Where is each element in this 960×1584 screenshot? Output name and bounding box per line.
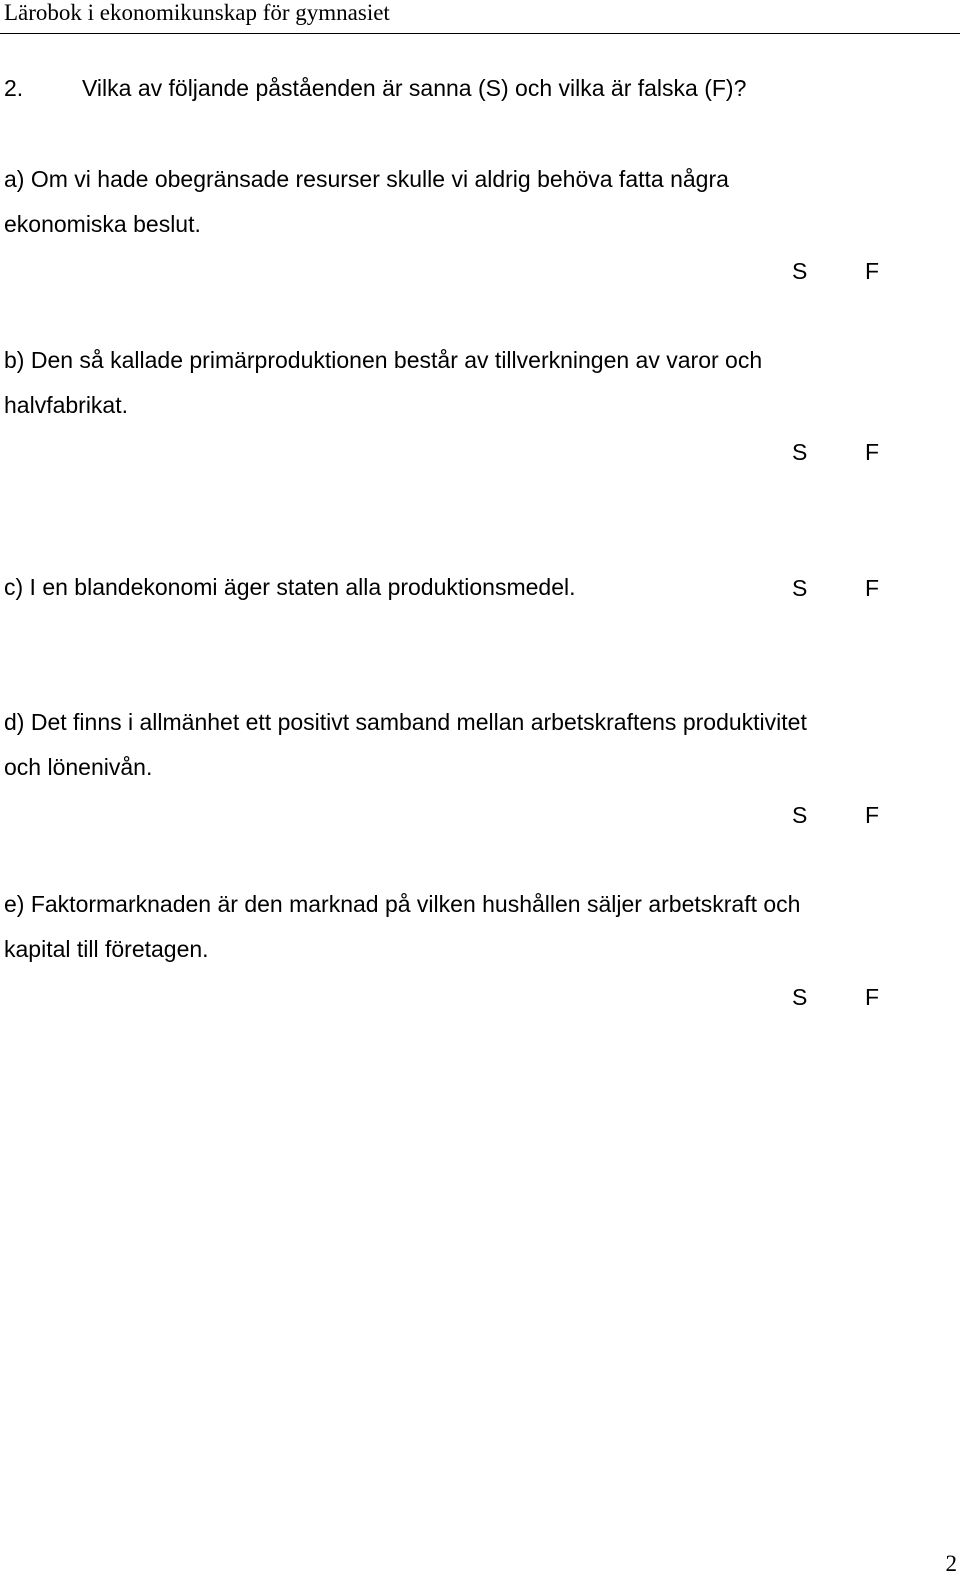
true-option[interactable]: S xyxy=(792,802,808,828)
false-option[interactable]: F xyxy=(865,984,880,1010)
statement-line: ekonomiska beslut. xyxy=(4,211,201,237)
statement-line: halvfabrikat. xyxy=(4,392,129,418)
false-option[interactable]: F xyxy=(865,575,880,601)
statement-line: a) Om vi hade obegränsade resurser skulle vi aldrig behöva fatta några xyxy=(4,166,729,192)
true-option[interactable]: S xyxy=(792,258,808,284)
header-rule xyxy=(0,33,960,34)
statement-c xyxy=(4,565,904,610)
question-text: Vilka av följande påståenden är sanna (S) och vilka är falska (F)? xyxy=(82,75,747,101)
false-option[interactable]: F xyxy=(865,802,880,828)
question-number: 2. xyxy=(4,75,24,101)
statement-d xyxy=(4,700,904,790)
question-heading xyxy=(4,73,746,103)
true-option[interactable]: S xyxy=(792,439,808,465)
false-option[interactable]: F xyxy=(865,439,880,465)
false-option[interactable]: F xyxy=(865,258,880,284)
statement-line: b) Den så kallade primärproduktionen består av tillverkningen av varor och xyxy=(4,347,763,373)
statement-line: och lönenivån. xyxy=(4,754,153,780)
statement-e xyxy=(4,882,904,972)
page-number: 2 xyxy=(945,1551,957,1576)
statement-line: kapital till företagen. xyxy=(4,936,209,962)
true-option[interactable]: S xyxy=(792,984,808,1010)
statement-b xyxy=(4,338,904,428)
statement-line: c) I en blandekonomi äger staten alla produktionsmedel. xyxy=(4,574,576,600)
running-header: Lärobok i ekonomikunskap för gymnasiet xyxy=(4,0,390,25)
true-option[interactable]: S xyxy=(792,575,808,601)
statement-a xyxy=(4,157,904,247)
statement-line: d) Det finns i allmänhet ett positivt samband mellan arbetskraftens produktivitet xyxy=(4,709,807,735)
statement-line: e) Faktormarknaden är den marknad på vilken hushållen säljer arbetskraft och xyxy=(4,891,801,917)
